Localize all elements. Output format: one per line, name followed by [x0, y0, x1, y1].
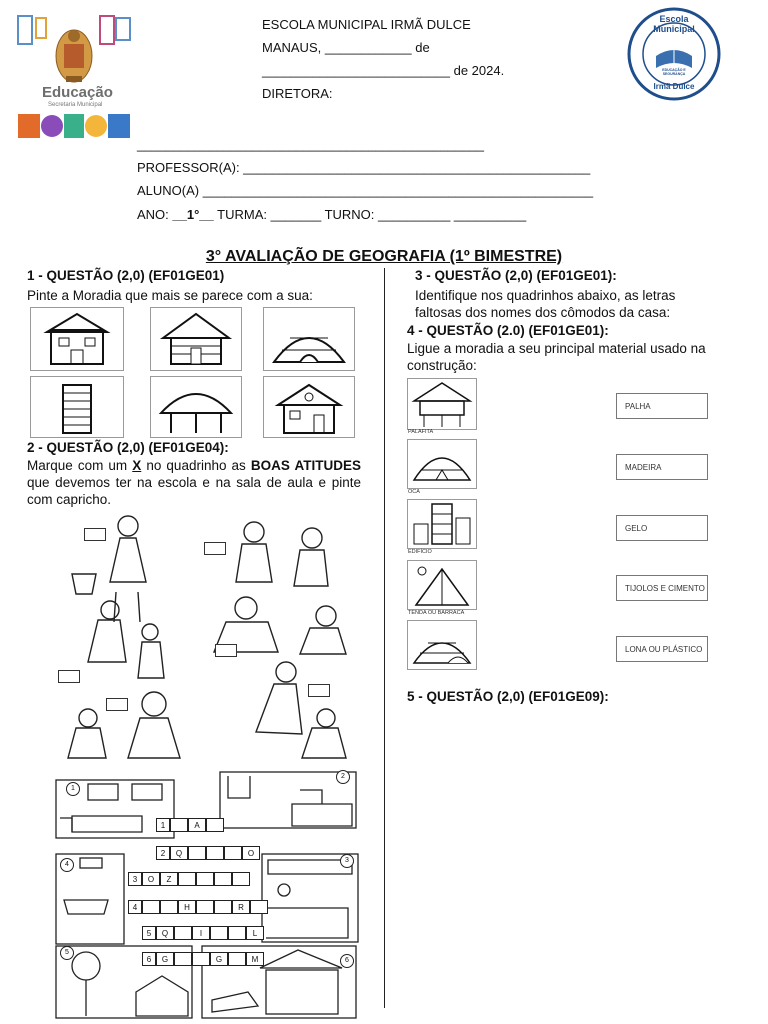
q4-text: Ligue a moradia a seu principal material usado na construção: [407, 341, 706, 373]
rooms-activity [52, 770, 362, 1020]
iglu-image[interactable] [407, 620, 477, 670]
igloo-image[interactable] [263, 307, 355, 371]
material-lona-plastico[interactable]: LONA OU PLÁSTICO [616, 636, 708, 662]
q2-text-part3: que devemos ter na escola e na sala de aula e pinte com capricho. [27, 475, 361, 507]
letter-cell[interactable] [142, 900, 160, 914]
q3-text: Identifique nos quadrinhos abaixo, as letras faltosas dos nomes dos cômodos da casa: [415, 288, 676, 320]
letter-cell[interactable]: O [242, 846, 260, 860]
letter-cell[interactable] [174, 952, 192, 966]
apartment-building-image[interactable] [30, 376, 124, 438]
letter-cell[interactable] [196, 872, 214, 886]
room-number-4: 4 [60, 858, 74, 872]
tenda-caption: TENDA OU BARRACA [408, 610, 465, 616]
word-row-number: 5 [142, 926, 156, 940]
edificio-caption: EDIFÍCIO [408, 549, 432, 555]
letter-cell[interactable]: I [192, 926, 210, 940]
letter-cell[interactable] [192, 952, 210, 966]
turma-turno-label: TURMA: _______ TURNO: __________ __________ [213, 207, 527, 222]
palafita-caption: PALAFITA [408, 429, 434, 435]
letter-cell[interactable] [170, 818, 188, 832]
letter-cell[interactable] [160, 900, 178, 914]
city-date-line: MANAUS, ____________ de [262, 40, 430, 55]
letter-cell[interactable]: A [188, 818, 206, 832]
palafita-image[interactable] [407, 378, 477, 430]
q2-text-bold: BOAS ATITUDES [250, 458, 361, 473]
attitude-checkbox-4[interactable] [215, 644, 237, 657]
letter-cell[interactable]: R [232, 900, 250, 914]
material-madeira[interactable]: MADEIRA [616, 454, 708, 480]
letter-cell[interactable]: G [156, 952, 174, 966]
letter-cell[interactable]: H [178, 900, 196, 914]
attitude-checkbox-6[interactable] [308, 684, 330, 697]
ano-turma-turno-line [137, 207, 526, 223]
material-tijolos-cimento[interactable]: TIJOLOS E CIMENTO [616, 575, 708, 601]
word-row-number: 4 [128, 900, 142, 914]
word-row-number: 6 [142, 952, 156, 966]
seal-mid-text: EDUCAÇÃO E SEGURANÇA [662, 68, 686, 76]
letter-cell[interactable] [214, 900, 232, 914]
house-wooden-image[interactable] [150, 307, 242, 371]
attitude-checkbox-3[interactable] [58, 670, 80, 683]
letter-cell[interactable] [206, 818, 224, 832]
room-number-3: 3 [340, 854, 354, 868]
material-palha[interactable]: PALHA [616, 393, 708, 419]
column-divider [384, 268, 385, 1008]
word-row-number: 2 [156, 846, 170, 860]
year-line: __________________________ de 2024. [262, 63, 505, 78]
q1-text: Pinte a Moradia que mais se parece com a sua: [27, 288, 313, 303]
room-number-5: 5 [60, 946, 74, 960]
q4-title: 4 - QUESTÃO (2.0) (EF01GE01): [407, 323, 609, 338]
letter-cell[interactable] [206, 846, 224, 860]
logo-educacao [16, 14, 134, 140]
word-row-number: 3 [128, 872, 142, 886]
letter-cell[interactable]: M [246, 952, 264, 966]
q1-title: 1 - QUESTÃO (2,0) (EF01GE01) [27, 268, 225, 283]
seal-top-text: Escola Municipal [653, 14, 695, 34]
word-row-number: 1 [156, 818, 170, 832]
q2-title: 2 - QUESTÃO (2,0) (EF01GE04): [27, 440, 229, 455]
professor-field: PROFESSOR(A): ________________________________________________ [137, 160, 591, 175]
letter-cell[interactable] [196, 900, 214, 914]
q2-text-part1: Marque com um [27, 458, 133, 473]
oca-hut-image[interactable] [150, 376, 242, 438]
letter-cell[interactable]: Q [170, 846, 188, 860]
letter-cell[interactable] [224, 846, 242, 860]
school-seal [626, 6, 722, 102]
seal-bottom-text: Irmã Dulce [653, 82, 695, 91]
ano-value: __1°__ [172, 207, 214, 222]
room-number-1: 1 [66, 782, 80, 796]
letter-cell[interactable] [228, 926, 246, 940]
signature-line: ________________________________________________ [137, 137, 485, 152]
letter-cell[interactable]: L [246, 926, 264, 940]
q3-title: 3 - QUESTÃO (2,0) (EF01GE01): [415, 268, 617, 283]
edificio-image[interactable] [407, 499, 477, 549]
small-house-image[interactable] [263, 376, 355, 438]
letter-cell[interactable]: G [210, 952, 228, 966]
room-number-6: 6 [340, 954, 354, 968]
letter-cell[interactable] [250, 900, 268, 914]
logo-text: Educação [42, 84, 113, 101]
letter-cell[interactable] [214, 872, 232, 886]
page-title: 3° AVALIAÇÃO DE GEOGRAFIA (1º BIMESTRE) [205, 248, 563, 265]
school-name: ESCOLA MUNICIPAL IRMÃ DULCE [262, 17, 471, 32]
oca-image[interactable] [407, 439, 477, 489]
letter-cell[interactable] [174, 926, 192, 940]
attitude-checkbox-5[interactable] [106, 698, 128, 711]
letter-cell[interactable] [228, 952, 246, 966]
q2-text [27, 457, 361, 508]
aluno-field: ALUNO(A) ______________________________________________________ [137, 183, 594, 198]
logo-subtext: Secretaria Municipal [48, 102, 103, 108]
good-attitudes-illustration [50, 512, 360, 764]
oca-caption: OCA [408, 489, 420, 495]
letter-cell[interactable] [210, 926, 228, 940]
letter-cell[interactable]: Q [156, 926, 174, 940]
q5-title: 5 - QUESTÃO (2,0) (EF01GE09): [407, 689, 609, 704]
letter-cell[interactable] [232, 872, 250, 886]
q2-text-part2: no quadrinho as [141, 458, 251, 473]
letter-cell[interactable] [178, 872, 196, 886]
room-number-2: 2 [336, 770, 350, 784]
q2-text-x: X [132, 458, 142, 473]
letter-cell[interactable] [188, 846, 206, 860]
material-gelo[interactable]: GELO [616, 515, 708, 541]
ano-label: ANO: [137, 207, 173, 222]
tenda-image[interactable] [407, 560, 477, 610]
attitude-checkbox-1[interactable] [84, 528, 106, 541]
diretora-label: DIRETORA: [262, 86, 333, 101]
house-two-story-image[interactable] [30, 307, 124, 371]
letter-cell[interactable]: O [142, 872, 160, 886]
letter-cell[interactable]: Z [160, 872, 178, 886]
attitude-checkbox-2[interactable] [204, 542, 226, 555]
